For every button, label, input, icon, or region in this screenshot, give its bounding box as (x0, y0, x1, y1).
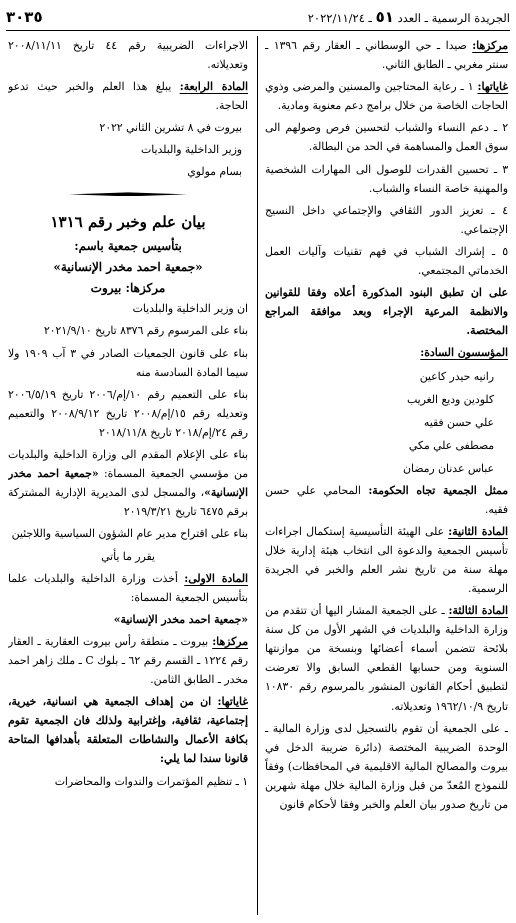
hq-details-label: مركزها: (212, 634, 248, 648)
founder-item: علي حسن فقيه (423, 415, 494, 429)
legal-basis-3: بناء على التعميم رقم ١٠/إم/٢٠٠٦ تاريخ ٢٠٠٦/٥/١٩ وتعديله رقم ١٥/إم/٢٠٠٨ تاريخ ٢٠٠٨/٩/١٢ والتعميم رقم ٢٤/إم/٢٠١٨ تاريخ ٢٠١٨/١١/٨ (8, 387, 248, 439)
signature-name: بسام مولوي (187, 165, 242, 179)
page-header (6, 4, 510, 31)
article-4-label: المادة الرابعة: (179, 80, 248, 94)
representative-text: المحامي علي حسن فقيه. (265, 483, 508, 516)
goal-4: ٤ ـ تعزيز الدور الثقافي والإجتماعي داخل النسيج الإجتماعي. (265, 203, 508, 236)
decides-heading: يقرر ما يأتي (101, 549, 155, 563)
association-goals-text: ان من إهداف الجمعية هي انسانية، خيرية، إجتماعية، ثقافية، وإغترابية ولذلك فان الجمعية تقوم بكافة الأعمال والنشاطات المتعلقة بأهدافها المتاحة قانونا سندا لما يلي: (8, 695, 248, 766)
founder-item: مصطفى علي مكي (408, 438, 494, 452)
goal-1 (265, 77, 508, 115)
signature-title: وزير الداخلية والبلديات (141, 143, 242, 157)
founder-item: عباس عدنان رمضان (403, 461, 494, 475)
article-3-text: ـ على الجمعية المشار اليها أن تتقدم من وزارة الداخلية والبلديات في الشهر الأول من كل سنة بلائحة تتضمن أسماء أعضائها وبنسخة من موازنتها السنوية ومن حسابها القطعي السابق والا تعرضت لتطبيق أحكام القانون المنشور بالمرسوم رقم ١٠٨٣٠ تاريخ ١٩٦٢/١٠/٩ وتعديلاته. (265, 604, 508, 713)
issue-date: ـ ٢٠٢٢/١١/٢٤ (307, 11, 372, 25)
legal-basis-4-b: ، والمسجل لدى المديرية الإدارية المشتركة برقم ٦٤٧٥ تاريخ ٢٠١٩/٣/٢١ (8, 486, 248, 519)
legal-basis-2: بناء على قانون الجمعيات الصادر في ٣ آب ١٩٠٩ ولا سيما المادة السادسة منه (8, 346, 248, 379)
publication-name: الجريدة الرسمية ـ العدد (397, 11, 510, 25)
goal-3: ٣ ـ تحسين القدرات للوصول الى المهارات الشخصية والمهنية خاصة النساء والشباب. (265, 162, 508, 195)
hq-paragraph (265, 36, 508, 74)
left-column (8, 36, 248, 919)
founder-item: رانيه حيدر كاعين (419, 369, 494, 383)
representative-paragraph (265, 481, 508, 519)
header-publication (308, 8, 510, 26)
signature-place-date: بيروت في ٨ تشرين الثاني ٢٠٢٢ (99, 121, 242, 135)
article-2-text: على الهيئة التأسيسية إستكمال اجراءات تأسيس الجمعية والدعوة الى انتخاب هيئة إدارية خلال مهلة سنة من تاريخ نشر العلم والخبر في الجريدة الرسمية. (265, 524, 508, 595)
notice-title: بيان علم وخبر رقم ١٣١٦ (50, 213, 206, 232)
article-1-text: أخذت وزارة الداخلية والبلديات علما بتأسيس الجمعية المسماة: (8, 571, 248, 604)
hq-details-text: بيروت ـ منطقة رأس بيروت العقارية ـ العقار رقم ١٢٢٤ ـ القسم رقم ٦٢ ـ بلوك C ـ ملك زاهر احمد مخدر ـ الطابق الثامن. (8, 634, 248, 687)
page-number: ٣٠٣٥ (6, 8, 43, 26)
column-divider (257, 36, 258, 915)
association-name: «جمعية احمد مخدر الإنسانية» (53, 260, 203, 275)
condition-paragraph: على ان تطبق البنود المذكورة أعلاه وفقا للقوانين والانظمة المرعية الإجراء وبعد موافقة المراجع المختصة. (265, 286, 508, 338)
tax-continuation: الاجراءات الضريبية رقم ٤٤ تاريخ ٢٠٠٨/١١/١١ وتعديلاته. (8, 39, 248, 72)
article-4-text: يبلغ هذا العلم والخبر حيث تدعو الحاجة. (8, 80, 248, 113)
issue-number: ٥١ (375, 8, 394, 26)
article-1 (8, 569, 248, 607)
association-goals-label: غاياتها: (217, 695, 248, 709)
section-separator (8, 186, 248, 202)
founders-label: المؤسسون السادة: (420, 346, 508, 360)
goals-label: غاياتها: (477, 80, 508, 94)
legal-basis-5: بناء على اقتراح مدير عام الشؤون السياسية واللاجئين (11, 527, 248, 541)
hq-label: مركزها: (472, 39, 508, 52)
tax-registration-paragraph: ـ على الجمعية أن تقوم بالتسجيل لدى وزارة المالية ـ الوحدة الضريبية المختصة (دائرة ضريبة الدخل في بيروت والمصالح المالية الاقليمية في المحافظات) وفقاً للنموذج المُعدّ من قبل وزارة المالية خلال مهلة شهرين من تاريخ صدور بيان العلم والخبر وفقا لأحكام قانون (265, 721, 508, 811)
article-2-label: المادة الثانية: (448, 524, 508, 538)
legal-basis-4-a: بناء على الإعلام المقدم الى وزارة الداخلية والبلديات من مؤسسي الجمعية المسماة: (8, 448, 248, 481)
representative-label: ممثل الجمعية تجاه الحكومة: (368, 483, 508, 497)
founder-item: كلودين وديع الغريب (406, 392, 494, 406)
signature-block (8, 118, 248, 182)
goal-1-text: ١ ـ رعاية المحتاجين والمسنين والمرضى وذوي الحاجات الخاصة من خلال برامج دعم معنوية ومادية. (265, 80, 508, 113)
association-goals (8, 692, 248, 768)
article-1-association-name: «جمعية احمد مخدر الإنسانية» (113, 612, 248, 626)
minister-intro: ان وزير الداخلية والبلديات (132, 302, 248, 316)
right-column (265, 36, 508, 919)
article-3-label: المادة الثالثة: (448, 604, 508, 618)
legal-basis-4-name: «جمعية احمد مخدر الإنسانية» (8, 467, 248, 500)
legal-basis-4 (8, 445, 248, 521)
hq-details (8, 632, 248, 689)
article-2 (265, 522, 508, 598)
article-4 (8, 77, 248, 115)
article-1-label: المادة الاولى: (184, 571, 248, 585)
association-goal-1: ١ ـ تنظيم المؤتمرات والندوات والمحاضرات (54, 774, 248, 788)
notice-subtitle: بتأسيس جمعية باسم: (74, 239, 182, 254)
legal-basis-1: بناء على المرسوم رقم ٨٣٧٦ تاريخ ٢٠٢١/٩/١٠ (43, 324, 248, 338)
goal-5: ٥ ـ إشراك الشباب في فهم تقنيات وآليات العمل الخدماتي المجتمعي. (265, 244, 508, 278)
article-3 (265, 601, 508, 716)
hq-text: صيدا ـ حي الوسطاني ـ العقار رقم ١٣٩٦ ـ سنتر مغربي ـ الطابق الثاني. (265, 39, 508, 72)
founders-list (265, 366, 508, 479)
association-hq: مركزها: بيروت (90, 281, 166, 296)
goal-2: ٢ ـ دعم النساء والشباب لتحسين فرص وصولهم الى سوق العمل والمساهمة في الحد من البطالة. (265, 121, 508, 154)
